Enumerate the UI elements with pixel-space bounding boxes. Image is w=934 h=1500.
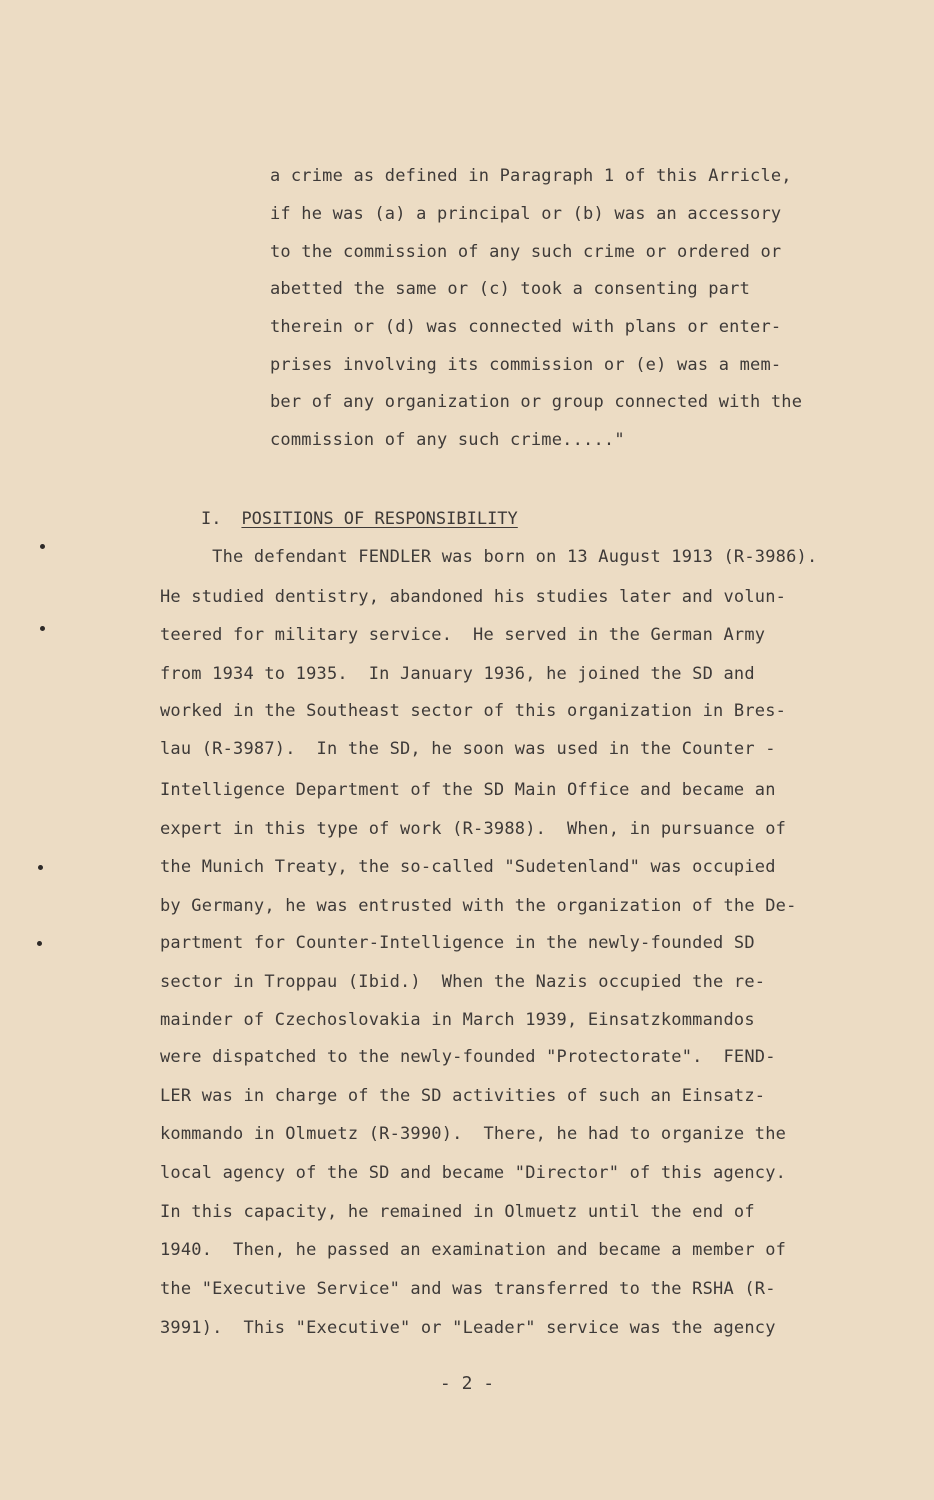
page-number: - 2 -: [439, 1373, 495, 1394]
section-heading: [160, 489, 518, 549]
body-line: sector in Troppau (Ibid.) When the Nazis occupied the re-: [160, 972, 766, 992]
quote-line: therein or (d) was connected with plans or enter-: [270, 317, 782, 337]
body-line: local agency of the SD and became "Director" of this agency.: [160, 1163, 787, 1183]
quote-line: if he was (a) a principal or (b) was an accessory: [270, 204, 782, 224]
quote-line: to the commission of any such crime or ordered or: [270, 242, 782, 262]
body-line: from 1934 to 1935. In January 1936, he joined the SD and: [160, 664, 755, 684]
body-line: teered for military service. He served in the German Army: [160, 625, 766, 645]
body-line: kommando in Olmuetz (R-3990). There, he had to organize the: [160, 1124, 787, 1144]
body-line: LER was in charge of the SD activities of such an Einsatz-: [160, 1086, 766, 1106]
body-line: the Munich Treaty, the so-called "Sudetenland" was occupied: [160, 857, 776, 877]
body-line: mainder of Czechoslovakia in March 1939, Einsatzkommandos: [160, 1010, 755, 1030]
quote-line: abetted the same or (c) took a consenting part: [270, 279, 751, 299]
body-line: Intelligence Department of the SD Main Office and became an: [160, 780, 776, 800]
body-line: 3991). This "Executive" or "Leader" service was the agency: [160, 1318, 776, 1338]
body-line: The defendant FENDLER was born on 13 August 1913 (R-3986).: [160, 547, 818, 567]
body-line: the "Executive Service" and was transferred to the RSHA (R-: [160, 1279, 776, 1299]
margin-dot-icon: [38, 865, 43, 870]
body-line: In this capacity, he remained in Olmuetz until the end of: [160, 1202, 755, 1222]
body-line: expert in this type of work (R-3988). When, in pursuance of: [160, 819, 787, 839]
section-title: POSITIONS OF RESPONSIBILITY: [241, 509, 518, 529]
body-line: He studied dentistry, abandoned his studies later and volun-: [160, 587, 787, 607]
quote-line: prises involving its commission or (e) was a mem-: [270, 355, 782, 375]
margin-dot-icon: [40, 544, 45, 549]
quote-line: commission of any such crime.....": [270, 430, 625, 450]
body-line: lau (R-3987). In the SD, he soon was used in the Counter -: [160, 739, 776, 759]
quote-line: ber of any organization or group connected with the: [270, 392, 803, 412]
quote-line: a crime as defined in Paragraph 1 of this Arricle,: [270, 166, 792, 186]
body-line: 1940. Then, he passed an examination and became a member of: [160, 1240, 787, 1260]
margin-dot-icon: [40, 626, 45, 631]
body-line: were dispatched to the newly-founded "Protectorate". FEND-: [160, 1047, 776, 1067]
body-line: partment for Counter-Intelligence in the newly-founded SD: [160, 933, 755, 953]
margin-dot-icon: [37, 941, 42, 946]
section-number: I.: [200, 509, 222, 529]
body-line: worked in the Southeast sector of this organization in Bres-: [160, 701, 787, 721]
body-line: by Germany, he was entrusted with the organization of the De-: [160, 896, 797, 916]
